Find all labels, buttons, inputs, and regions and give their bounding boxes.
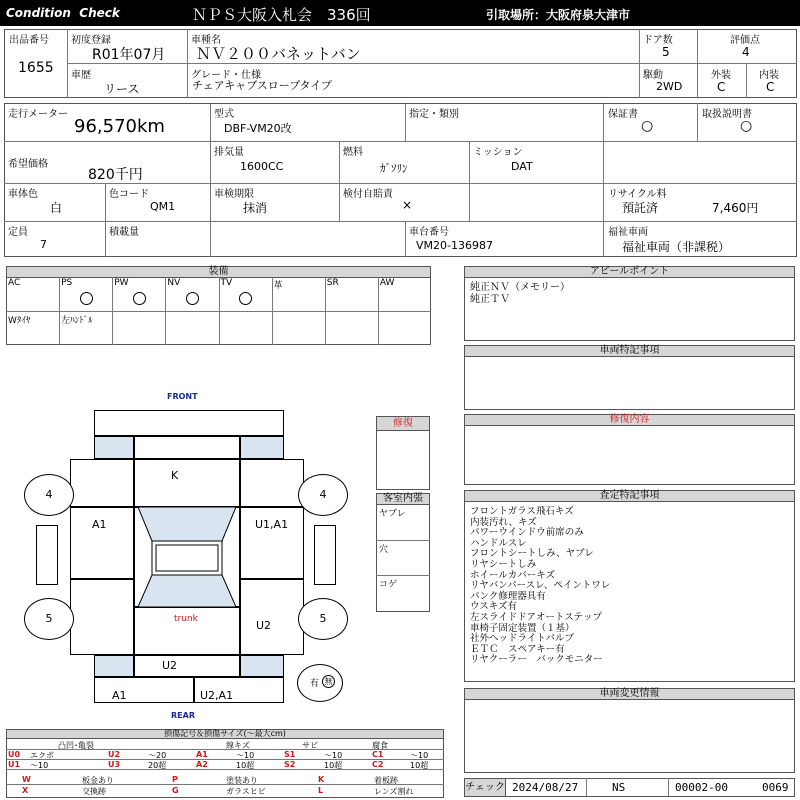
chassis-value: VM20-136987: [416, 239, 493, 252]
rear-label: REAR: [171, 711, 195, 720]
cabin-item-1: ヤブレ: [379, 509, 406, 519]
recycle-label: リサイクル料: [608, 189, 667, 200]
grade-label: グレード・仕様: [191, 70, 261, 81]
cabin-title: 客室内張: [376, 493, 430, 505]
rating-value: 4: [742, 45, 750, 59]
legend-code: A2: [196, 760, 208, 769]
legend-meaning: ～10: [324, 751, 343, 760]
recycle-status: 預託済: [622, 201, 659, 215]
mark-right-rear: U2: [256, 619, 272, 632]
legend-col-head-1: 線キズ: [226, 741, 250, 750]
capacity-label: 定員: [8, 227, 28, 238]
right-rear-door: [240, 579, 304, 655]
appeal-line-2: 純正ＴＶ: [470, 294, 510, 305]
footer-date: 2024/08/27: [512, 781, 579, 794]
capacity-value: 7: [40, 238, 47, 251]
interior-value: C: [766, 80, 775, 94]
left-mirror: [36, 525, 58, 585]
legend-meaning: 塗装あり: [226, 776, 258, 785]
model-name-value: ＮＶ２００バネットバン: [196, 45, 361, 63]
mission-value: DAT: [511, 160, 533, 173]
header-pickup: 引取場所：大阪府泉大津市: [486, 8, 631, 22]
mission-label: ミッション: [473, 147, 523, 158]
type-label: 型式: [214, 109, 234, 120]
inspection-notes-title: 査定特記事項: [464, 490, 795, 502]
mark-left-front: A1: [92, 518, 107, 531]
inspection-note-line: リヤバンパースレ、ペイントワレ: [470, 580, 611, 592]
spare-label: 有: [310, 679, 320, 689]
left-rear-door: [70, 579, 134, 655]
equipment-label-6: SR: [326, 278, 339, 288]
front-glass-trapezoid: [138, 507, 236, 541]
legend-meaning: ～10: [30, 761, 49, 770]
equipment-label-5: 革: [273, 281, 283, 291]
mark-hood: K: [171, 469, 179, 482]
header-left-title: Condition Check: [6, 6, 120, 20]
price-label: 希望価格: [8, 159, 48, 170]
model-name-label: 車種名: [191, 35, 221, 46]
legend-meaning: 交換跡: [82, 787, 106, 796]
drive-value: 2WD: [656, 80, 683, 93]
repair-content-title: 修復内容: [464, 414, 795, 426]
equipment-mark-4: [239, 292, 252, 305]
appeal-line-1: 純正ＮＶ（メモリー）: [470, 282, 570, 293]
equipment-label-3: NV: [167, 278, 181, 288]
spare-tire-circle: [297, 664, 343, 702]
first-reg-label: 初度登録: [71, 35, 111, 46]
price-value: 820千円: [88, 167, 143, 183]
load-label: 積載量: [109, 227, 139, 238]
inspection-note-line: フロントガラス飛石キズ: [470, 506, 574, 517]
inspection-note-line: 車椅子固定装置（１基）: [470, 622, 575, 634]
front-windshield-area: [134, 436, 240, 459]
equipment-label-4: TV: [220, 278, 233, 288]
mark-rear-left: A1: [112, 689, 127, 702]
self-liability-value: ×: [402, 198, 413, 212]
legend-col-head-2: サビ: [302, 741, 318, 750]
inspection-note-line: ハンドルスレ: [470, 537, 527, 549]
rating-label: 評価点: [730, 35, 760, 46]
legend-meaning: ～10: [410, 751, 429, 760]
header-bar: [0, 0, 800, 26]
doors-label: ドア数: [643, 35, 673, 46]
legend-meaning: レンズ割れ: [374, 787, 414, 796]
legend-code: C2: [372, 760, 384, 769]
legend-code: C1: [372, 750, 384, 759]
equipment-label-0: AC: [8, 278, 21, 288]
equipment-row2-label-1: 左ﾊﾝﾄﾞﾙ: [61, 316, 93, 326]
front-label: FRONT: [167, 392, 198, 401]
welfare-label: 福祉車両: [608, 227, 648, 238]
front-right-fender: [240, 459, 304, 507]
repair-content-box: [464, 425, 795, 485]
exterior-label: 外装: [711, 70, 731, 81]
legend-code: U3: [108, 760, 121, 769]
inspection-note-line: 社外ヘッドライトバルブ: [470, 633, 575, 645]
rear-left-window: [94, 655, 134, 677]
mark-rear-right: U2,A1: [200, 689, 234, 702]
cabin-box: [376, 504, 430, 612]
mark-right-front: U1,A1: [255, 518, 289, 531]
rear-right-window: [240, 655, 284, 677]
rear-left-tire: 5: [24, 598, 74, 640]
inspection-value: 抹消: [243, 201, 268, 215]
color-value: 白: [50, 201, 63, 215]
displacement-value: 1600CC: [240, 160, 284, 173]
interior-label: 内装: [759, 70, 779, 81]
legend-code: P: [172, 775, 178, 784]
fuel-label: 燃料: [343, 147, 363, 158]
equipment-label-1: PS: [61, 278, 73, 288]
chassis-label: 車台番号: [409, 227, 449, 238]
mark-rear: U2: [162, 659, 178, 672]
first-reg-value: R01年07月: [92, 47, 166, 63]
front-right-window: [240, 436, 284, 459]
legend-meaning: ガラスヒビ: [226, 787, 266, 796]
inspection-note-line: ウスキズ有: [470, 601, 518, 613]
legend-meaning: 10超: [236, 761, 255, 770]
fuel-value: ｶﾞｿﾘﾝ: [380, 162, 408, 175]
rear-bumper-left: [94, 677, 194, 703]
repair-label: 修復: [376, 416, 430, 431]
cabin-item-3: コゲ: [379, 580, 398, 590]
legend-code: L: [318, 786, 324, 795]
trunk-label: trunk: [174, 614, 198, 624]
legend-code: K: [318, 775, 325, 784]
rear-glass-trapezoid: [138, 575, 236, 607]
equipment-title: 装備: [6, 266, 431, 278]
inspection-label: 車検期限: [214, 189, 254, 200]
right-mirror: [314, 525, 336, 585]
car-front-bumper: [94, 410, 284, 436]
legend-code: U2: [108, 750, 121, 759]
legend-code: U1: [8, 760, 21, 769]
legend-meaning: ～10: [236, 751, 255, 760]
legend-code: S1: [284, 750, 296, 759]
legend-title: 損傷記号＆損傷サイズ(～最大cm): [6, 729, 444, 739]
manual-value: ○: [740, 118, 753, 134]
equipment-mark-1: [80, 292, 93, 305]
rear-right-tire: 5: [298, 598, 348, 640]
inspection-note-line: リヤシートしみ: [470, 559, 537, 570]
grade-value: チェアキャブスロープタイプ: [192, 79, 332, 92]
legend-col-head-3: 腐食: [372, 741, 388, 750]
history-value: リース: [104, 82, 140, 96]
equipment-row2-label-0: Wﾀｲﾔ: [8, 316, 31, 326]
header-auction: ＮＰＳ大阪入札会 336回: [192, 6, 371, 24]
rear-gate: [134, 655, 240, 677]
manual-label: 取扱説明書: [702, 109, 752, 120]
mileage-value: 96,570km: [74, 116, 165, 137]
inspection-note-line: 内装汚れ、キズ: [470, 516, 537, 528]
equipment-mark-2: [133, 292, 146, 305]
legend-meaning: 板金あり: [82, 776, 114, 785]
mileage-label: 走行メーター: [8, 109, 68, 120]
legend-col-head-0: 凸凹･亀裂: [58, 741, 94, 750]
history-label: 車歴: [71, 70, 91, 81]
footer-code1: 00002-00: [675, 781, 728, 794]
legend-code: U0: [8, 750, 21, 759]
special-title: 車両特記事項: [464, 345, 795, 357]
footer-inspector: NS: [612, 781, 626, 794]
equipment-mark-3: [186, 292, 199, 305]
legend-meaning: 20超: [148, 761, 167, 770]
lot-label: 出品番号: [9, 35, 49, 46]
legend-meaning: ～20: [148, 751, 167, 760]
self-liability-label: 検付自賠責: [343, 189, 393, 200]
inspection-note-line: パンク修理器具有: [470, 590, 546, 602]
legend-meaning: エクボ: [30, 751, 54, 760]
equipment-label-7: AW: [379, 278, 395, 288]
lot-value: 1655: [18, 60, 54, 76]
front-left-window: [94, 436, 134, 459]
check-label: チェック: [464, 778, 506, 797]
legend-meaning: 10超: [324, 761, 343, 770]
color-code-value: QM1: [150, 200, 176, 213]
change-info-box: [464, 699, 795, 773]
spare-icon: 無: [322, 675, 335, 688]
displacement-label: 排気量: [214, 147, 244, 158]
repair-box: [376, 430, 430, 490]
inspection-note-line: フロントシートしみ、ヤブレ: [470, 548, 594, 560]
appeal-title: アピールポイント: [464, 266, 795, 278]
inspection-note-line: 左スライドドアオートステップ: [470, 612, 603, 623]
legend-meaning: 10超: [410, 761, 429, 770]
special-box: [464, 356, 795, 410]
doors-value: 5: [662, 45, 670, 59]
cabin-item-2: 穴: [379, 545, 389, 555]
front-right-tire: 4: [298, 474, 348, 516]
color-code-label: 色コード: [109, 189, 149, 200]
type-value: DBF-VM20改: [224, 122, 292, 135]
front-left-fender: [70, 459, 134, 507]
warranty-value: ○: [641, 118, 654, 134]
legend-code: S2: [284, 760, 296, 769]
drive-label: 駆動: [643, 70, 663, 81]
legend-code: G: [172, 786, 179, 795]
inspection-note-line: パワーウインドウ前席のみ: [470, 527, 584, 539]
equipment-label-2: PW: [114, 278, 129, 288]
legend-code: X: [22, 786, 29, 795]
exterior-value: C: [717, 80, 726, 94]
recycle-amount: 7,460円: [712, 201, 759, 215]
legend-code: W: [22, 775, 31, 784]
designation-label: 指定・類別: [409, 109, 459, 120]
legend-meaning: 着板跡: [374, 776, 398, 785]
cabin-glass-svg: [134, 507, 240, 607]
legend-code: A1: [196, 750, 208, 759]
welfare-value: 福祉車両（非課税）: [622, 240, 731, 254]
front-left-tire: 4: [24, 474, 74, 516]
inspection-note-line: ホイールカバーキズ: [470, 569, 556, 581]
inspection-note-line: ＥＴＣ スペアキー有: [470, 643, 565, 655]
hood: [134, 459, 240, 507]
footer-code2: 0069: [762, 781, 789, 794]
inspection-note-line: リヤクーラー バックモニター: [470, 654, 603, 666]
warranty-label: 保証書: [608, 109, 638, 120]
inner-seat-rect: [156, 545, 218, 571]
color-label: 車体色: [8, 189, 38, 200]
change-info-title: 車両変更情報: [464, 688, 795, 700]
